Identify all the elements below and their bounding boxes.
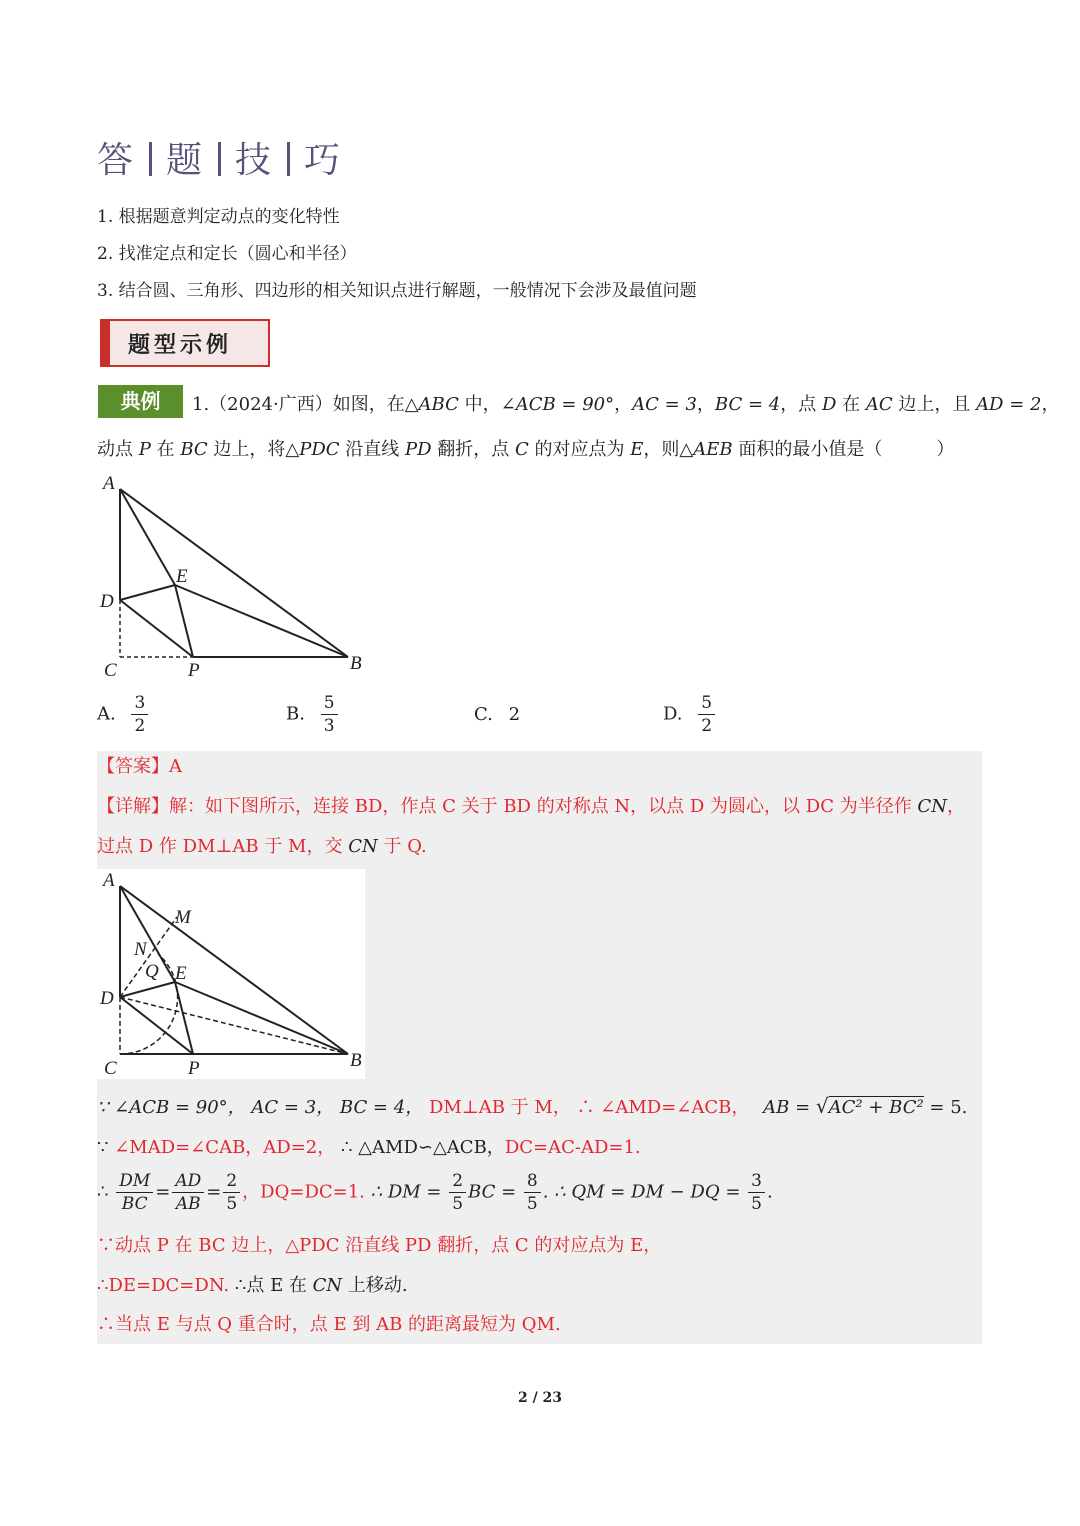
step-text: . ∴ QM = DM − DQ = — [542, 1181, 747, 1203]
answer-label: 【答案】 — [97, 756, 169, 777]
frac-num: 5 — [321, 692, 338, 715]
q-math: C — [515, 439, 529, 460]
geometry-figure-1 — [95, 472, 375, 682]
q-math: P — [138, 439, 151, 460]
section-badge — [100, 319, 270, 367]
frac-den: 5 — [452, 1194, 464, 1214]
example-badge: 典例 — [98, 385, 183, 418]
point-label: C — [104, 1058, 117, 1079]
frac-den: 2 — [134, 716, 146, 736]
step-text: 上移动. — [342, 1275, 408, 1296]
q-math: D — [821, 394, 837, 415]
segment-ae — [120, 489, 175, 585]
choice-letter: C. — [474, 704, 493, 725]
step-text: ∴DE=DC=DN. — [97, 1275, 230, 1296]
step-text: ∵ — [97, 1137, 115, 1158]
step-text: ∵ ∠ACB = 90°， AC = 3， BC = 4， — [97, 1097, 424, 1118]
choice-c[interactable] — [474, 704, 520, 725]
detail-text: 解：如下图所示，连接 BD，作点 C 关于 BD 的对称点 N，以点 D 为圆心，以 DC 为半径作 — [169, 796, 918, 817]
q-text: 动点 — [97, 439, 139, 460]
q-text: 中， — [458, 394, 501, 415]
equals: = — [155, 1181, 171, 1203]
q-text: 边上，且 — [892, 394, 977, 415]
fraction — [116, 1170, 153, 1215]
q-text: 翻折，点 — [431, 439, 516, 460]
q-text: 面积的最小值是（ ） — [732, 439, 955, 460]
title-divider — [149, 142, 152, 176]
title-char: 答 — [97, 140, 136, 181]
point-label: A — [103, 870, 115, 891]
solution-step-6: ∴当点 E 与点 Q 重合时，点 E 到 AB 的距离最短为 QM. — [97, 1314, 561, 1335]
segment-de — [120, 585, 175, 600]
frac-num: 3 — [748, 1170, 765, 1193]
q-math: BC — [180, 439, 208, 460]
detail-text: ， — [946, 796, 965, 817]
q-text: 沿直线 — [339, 439, 406, 460]
q-math: AC — [865, 394, 893, 415]
point-label: P — [188, 660, 200, 681]
step-text: ∴ ∠AMD=∠ACB， — [576, 1097, 750, 1118]
q-math: PDC — [299, 439, 340, 460]
point-label: E — [175, 963, 187, 984]
frac-den: 5 — [751, 1194, 762, 1214]
choice-b[interactable] — [286, 692, 340, 737]
q-math: ABC — [418, 394, 459, 415]
step-text: = 5. — [923, 1097, 968, 1118]
q-text: ，点 — [780, 394, 822, 415]
section-badge-label: 题型示例 — [128, 333, 233, 358]
q-text: 在 — [836, 394, 866, 415]
answer-line — [97, 752, 182, 778]
page-number: 2 / 23 — [517, 1390, 563, 1406]
question-line-2 — [97, 435, 954, 461]
q-text: ， — [696, 394, 715, 415]
q-text: 边上，将△ — [207, 439, 300, 460]
step-text: ∠MAD=∠CAB，AD=2， — [114, 1137, 336, 1158]
detail-line-2 — [97, 832, 427, 858]
detail-text: 过点 D 作 DM⊥AB 于 M，交 — [97, 836, 349, 857]
frac-den: 2 — [701, 716, 713, 736]
point-label: N — [134, 939, 147, 960]
solution-step-2 — [97, 1133, 641, 1159]
page-title — [97, 132, 342, 183]
point-label: B — [350, 1050, 362, 1071]
q-text: 在 — [150, 439, 181, 460]
choice-fraction — [698, 692, 715, 737]
point-label: Q — [145, 961, 159, 982]
q-math: AD = 2 — [976, 394, 1042, 415]
choice-fraction — [131, 692, 148, 737]
frac-den: 5 — [226, 1194, 238, 1214]
question-number: 1.（2024·广西）如图，在△ — [192, 394, 419, 415]
point-label: D — [100, 988, 114, 1009]
step-text: ∴ DM = — [370, 1181, 448, 1203]
solution-step-4: ∵动点 P 在 BC 边上，△PDC 沿直线 PD 翻折，点 C 的对应点为 E， — [97, 1235, 662, 1256]
title-divider — [287, 142, 290, 176]
tip-item: 3. 结合圆、三角形、四边形的相关知识点进行解题，一般情况下会涉及最值问题 — [97, 281, 697, 301]
point-label: C — [104, 660, 117, 681]
point-label: B — [350, 653, 362, 674]
title-char: 技 — [235, 140, 274, 181]
step-text: ∴ △AMD∽△ACB， — [341, 1137, 505, 1158]
step-text: AB = — [763, 1097, 816, 1118]
arc-label: CN — [917, 796, 947, 817]
point-label: E — [176, 566, 188, 587]
detail-label: 【详解】 — [97, 796, 169, 817]
point-label: P — [188, 1058, 200, 1079]
solution-step-5 — [97, 1271, 408, 1297]
title-divider — [218, 142, 221, 176]
choice-letter: D. — [663, 703, 683, 725]
step-text: ，DQ=DC=1. — [242, 1181, 365, 1203]
choice-letter: B. — [286, 703, 305, 725]
sqrt-icon: √ — [815, 1094, 829, 1118]
fraction — [172, 1170, 204, 1215]
equals: = — [206, 1181, 222, 1203]
choice-a[interactable] — [97, 692, 150, 737]
point-label: D — [100, 591, 114, 612]
arc-label: CN — [312, 1275, 343, 1296]
segment-dp — [120, 600, 193, 657]
step-text: DM⊥AB 于 M， — [428, 1097, 571, 1118]
frac-den: 5 — [526, 1194, 538, 1214]
title-char: 题 — [166, 140, 205, 181]
detail-text: 于 Q. — [377, 836, 427, 857]
point-label: M — [175, 907, 191, 928]
fraction — [748, 1170, 765, 1215]
frac-num: 8 — [524, 1170, 541, 1193]
frac-num: 3 — [131, 692, 148, 715]
q-text: 的对应点为 — [528, 439, 631, 460]
frac-den: 3 — [323, 716, 335, 736]
tip-item: 1. 根据题意判定动点的变化特性 — [97, 207, 340, 227]
segment-eb — [175, 585, 348, 657]
fraction — [223, 1170, 240, 1215]
detail-line-1 — [97, 792, 965, 818]
frac-num: AD — [172, 1170, 204, 1193]
geometry-figure-2 — [97, 869, 365, 1079]
tip-item: 2. 找准定点和定长（圆心和半径） — [97, 244, 357, 264]
arc-cn — [917, 796, 947, 817]
solution-step-3: ∴ $\frac{DM}{BC}$ = $\frac{AD}{AB}$ = $\frac{2}{5}$ ，DQ=DC=1. ∴ DM = $\frac{2}{5}$ BC = $\frac{8}{5}$ . ∴ QM = DM − DQ = $\frac{3}{5}$ . — [97, 1171, 773, 1214]
solution-step-1 — [97, 1093, 967, 1119]
answer-value: A — [169, 756, 182, 777]
step-text: BC = — [468, 1181, 522, 1203]
choice-d[interactable] — [663, 692, 717, 737]
choice-fraction — [321, 692, 338, 737]
frac-num: 5 — [698, 692, 715, 715]
sqrt-radicand: AC² + BC² — [828, 1097, 924, 1118]
q-math: BC = 4 — [714, 394, 781, 415]
therefore-icon: ∴ — [97, 1181, 109, 1203]
frac-num: 2 — [223, 1170, 240, 1193]
fraction — [524, 1170, 541, 1215]
frac-num: DM — [116, 1170, 153, 1193]
title-char: 巧 — [304, 140, 343, 181]
q-math: PD — [405, 439, 432, 460]
q-math: E — [630, 439, 644, 460]
frac-den: AB — [175, 1194, 201, 1214]
q-text: ，则△ — [643, 439, 694, 460]
q-math: AC = 3 — [632, 394, 697, 415]
segment-ab — [120, 489, 348, 657]
frac-den: BC — [121, 1194, 148, 1214]
choice-letter: A. — [97, 703, 116, 725]
step-text: ∴点 E 在 — [234, 1275, 313, 1296]
point-label: A — [103, 473, 115, 494]
badge-accent — [102, 321, 110, 365]
question-line-1 — [192, 390, 1059, 416]
q-math: ∠ACB = 90° — [500, 394, 615, 415]
arc-label: CN — [348, 836, 378, 857]
q-math: AEB — [693, 439, 733, 460]
fraction — [449, 1170, 466, 1215]
step-text: DC=AC-AD=1. — [504, 1137, 641, 1158]
q-text: ， — [614, 394, 633, 415]
choice-value: 2 — [508, 704, 521, 725]
q-text: ， — [1041, 394, 1060, 415]
frac-num: 2 — [449, 1170, 466, 1193]
